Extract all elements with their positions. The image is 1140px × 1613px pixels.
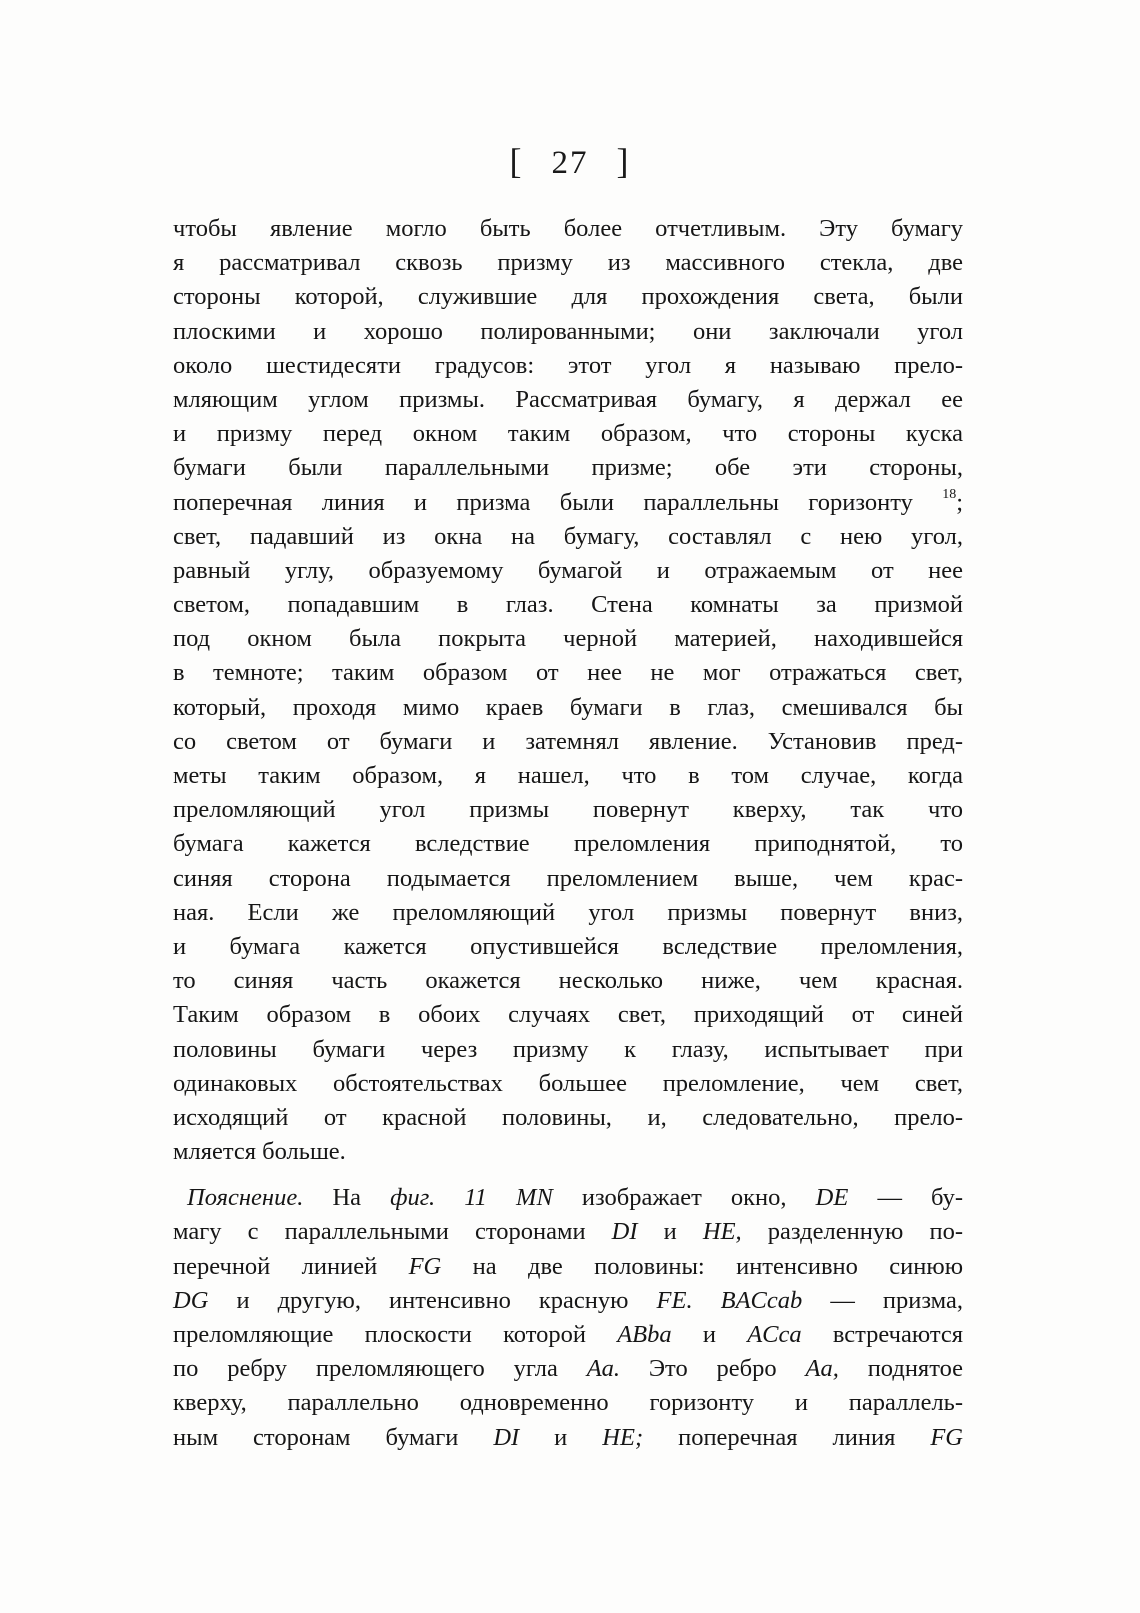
text-line [173, 1421, 963, 1455]
page-number: 27 [551, 145, 589, 181]
text-line: светом, попадавшим в глаз. Стена комнаты за призмой [173, 591, 963, 619]
text-run: изображает окно, [552, 1184, 816, 1212]
text-run: по ребру преломляющего угла [173, 1355, 587, 1383]
text-line: около шестидесяти градусов: этот угол я называю прело- [173, 351, 963, 379]
math-label: FE. BACcab [656, 1286, 803, 1314]
text-line: то синяя часть окажется несколько ниже, чем красная. [173, 967, 963, 995]
text-run: разделенную по- [741, 1218, 963, 1246]
math-label: FG [930, 1423, 963, 1451]
text-run: магу с параллельными сторонами [173, 1218, 612, 1246]
math-label: HE; [602, 1423, 644, 1451]
math-label: ACca [747, 1321, 802, 1348]
text-run: На [303, 1184, 391, 1212]
text-line: чтобы явление могло быть более отчетливым. Эту бумагу [173, 215, 963, 242]
text-run: поперечная линия [643, 1423, 931, 1451]
footnote-reference: 18 [942, 487, 957, 503]
text-line [173, 1352, 963, 1386]
text-line: который, проходя мимо краев бумаги в глаз, смешивался бы [173, 693, 963, 721]
text-run: — призма, [802, 1286, 963, 1314]
text-run: встречаются [801, 1321, 963, 1348]
text-run: — бу- [848, 1184, 963, 1212]
text-line: ная. Если же преломляющий угол призмы повернут вниз, [173, 898, 963, 926]
text-line: под окном была покрыта черной материей, находившейся [173, 625, 963, 653]
paragraph-2-explanation [173, 1181, 963, 1455]
text-line: и бумага кажется опустившейся вследствие преломления, [173, 932, 963, 960]
text-line [173, 1181, 963, 1215]
text-line: и призму перед окном таким образом, что стороны куска [173, 420, 963, 448]
text-run: и [671, 1321, 748, 1348]
footnote-punct: ; [956, 488, 964, 516]
text-line: со светом от бумаги и затемнял явление. Установив пред- [173, 727, 963, 755]
text-line: в темноте; таким образом от нее не мог отражаться свет, [173, 659, 963, 687]
text-line: меты таким образом, я нашел, что в том случае, когда [173, 762, 963, 789]
text-run: на две половины: интенсивно синюю [441, 1252, 963, 1280]
text-line: мляющим углом призмы. Рассматривая бумагу, я держал ее [173, 385, 963, 413]
math-label: DG [173, 1286, 209, 1314]
text-run: поднятое [838, 1355, 964, 1383]
text-line: плоскими и хорошо полированными; они заключали угол [173, 317, 963, 345]
text-line [173, 1318, 963, 1352]
paragraph-1 [173, 212, 963, 1169]
text-line: половины бумаги через призму к глазу, испытывает при [173, 1035, 963, 1063]
paragraph-gap [173, 1169, 963, 1181]
body-text [173, 212, 963, 1455]
figure-reference: фиг. 11 MN [390, 1184, 553, 1212]
text-line [173, 1284, 963, 1318]
text-line: преломляющий угол призмы повернут кверху, так что [173, 796, 963, 824]
text-line: одинаковых обстоятельствах большее преломление, чем свет, [173, 1069, 963, 1097]
explanation-label: Пояснение. [187, 1184, 304, 1212]
math-label: DI [493, 1423, 520, 1451]
text-line: синяя сторона подымается преломлением выше, чем крас- [173, 864, 963, 892]
text-line: стороны которой, служившие для прохождения света, были [173, 283, 963, 311]
right-bracket: ] [616, 141, 631, 181]
page-number-header [0, 140, 1140, 182]
text-line: я рассматривал сквозь призму из массивного стекла, две [173, 249, 963, 277]
text-run: и [637, 1218, 703, 1246]
text-run: преломляющие плоскости которой [173, 1321, 618, 1348]
math-label: HE, [702, 1218, 742, 1246]
text-run: и другую, интенсивно красную [208, 1286, 657, 1314]
text-line: поперечная линия и призма были параллельны горизонту [173, 488, 913, 516]
math-label: FG [408, 1252, 442, 1280]
text-run: перечной линией [173, 1252, 409, 1280]
text-line [173, 1250, 963, 1284]
text-run: ным сторонам бумаги [173, 1423, 494, 1451]
text-line: Таким образом в обоих случаях свет, приходящий от синей [173, 1001, 963, 1029]
text-line: свет, падавший из окна на бумагу, составлял с нею угол, [173, 522, 963, 550]
math-label: Aa. [586, 1355, 621, 1383]
math-label: Aa, [805, 1355, 839, 1383]
text-line-with-footnote [173, 486, 963, 520]
math-label: DI [611, 1218, 638, 1246]
text-run: Это ребро [620, 1355, 806, 1383]
text-line [173, 1215, 963, 1249]
left-bracket: [ [509, 141, 524, 181]
math-label: ABba [617, 1321, 672, 1348]
text-line: бумага кажется вследствие преломления приподнятой, то [173, 830, 963, 858]
text-run: и [519, 1423, 603, 1451]
text-line: исходящий от красной половины, и, следовательно, прело- [173, 1103, 963, 1131]
text-line: кверху, параллельно одновременно горизонту и параллель- [173, 1389, 963, 1417]
text-line: мляется больше. [173, 1138, 346, 1166]
text-line: равный углу, образуемому бумагой и отражаемым от нее [173, 556, 963, 584]
text-line: бумаги были параллельными призме; обе эти стороны, [173, 454, 963, 482]
math-label: DE [815, 1184, 849, 1212]
